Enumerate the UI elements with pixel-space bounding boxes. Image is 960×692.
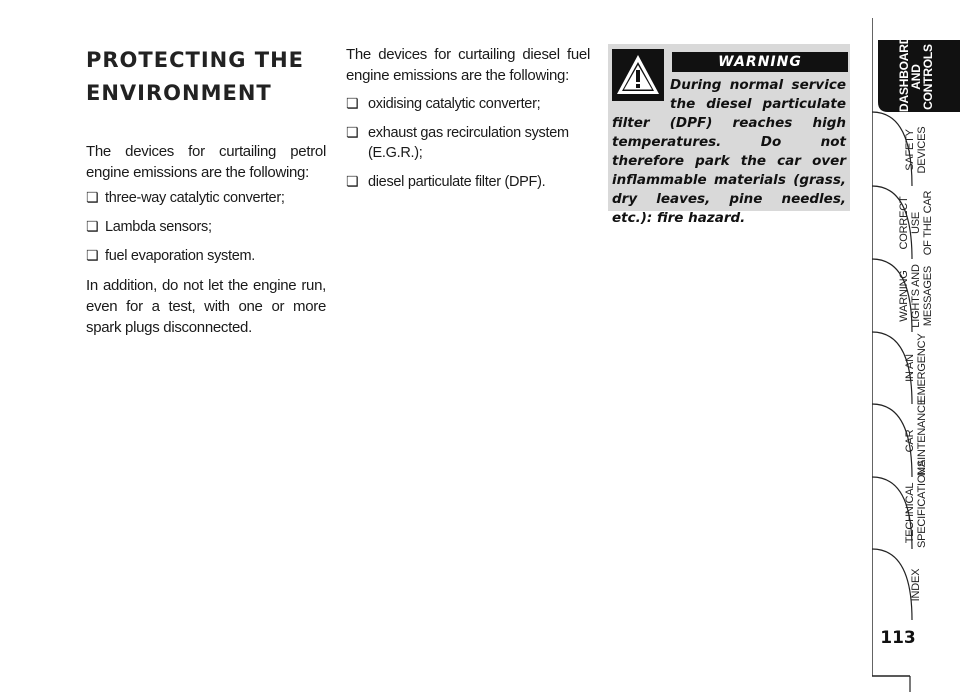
section-title bbox=[86, 44, 326, 110]
page-number: 113 bbox=[880, 628, 916, 648]
petrol-devices-list bbox=[86, 188, 326, 266]
tab-index[interactable]: INDEX bbox=[910, 568, 922, 601]
warning-label: WARNING bbox=[672, 52, 848, 72]
tab-safety-devices[interactable]: SAFETY DEVICES bbox=[904, 126, 928, 173]
tab-technical-specifications[interactable]: TECHNICAL SPECIFICATIONS bbox=[904, 459, 928, 548]
diesel-devices-list bbox=[346, 94, 590, 192]
tab-correct-use[interactable]: CORRECT USE OF THE CAR bbox=[898, 190, 934, 255]
tab-emergency[interactable]: IN AN EMERGENCY bbox=[904, 332, 928, 403]
section-title-line2: ENVIRONMENT bbox=[86, 81, 272, 105]
left-column bbox=[86, 44, 326, 338]
list-item: ❏ exhaust gas recirculation system (E.G.R.); bbox=[346, 123, 590, 163]
list-item: ❏ fuel evaporation system. bbox=[86, 246, 326, 266]
warning-text: During normal service the diesel particulate filter (DPF) reaches high temperatures. Do not therefore park the car over inflammable materials (grass, dry leaves, pine needles, etc.): fire hazard. bbox=[612, 77, 846, 226]
list-item: ❏ diesel particulate filter (DPF). bbox=[346, 172, 590, 192]
petrol-intro: The devices for curtailing petrol engine emissions are the following: bbox=[86, 143, 326, 181]
list-item: ❏ oxidising catalytic converter; bbox=[346, 94, 590, 114]
tab-car-maintenance[interactable]: CAR MAINTENANCE bbox=[904, 397, 928, 476]
list-item: ❏ Lambda sensors; bbox=[86, 217, 326, 237]
spark-plug-note: In addition, do not let the engine run, even for a test, with one or more spark plugs disconnected. bbox=[86, 277, 326, 336]
chapter-sidebar bbox=[872, 0, 960, 692]
tab-warning-lights[interactable]: WARNING LIGHTS AND MESSAGES bbox=[898, 263, 934, 328]
diesel-intro: The devices for curtailing diesel fuel engine emissions are the following: bbox=[346, 46, 590, 84]
list-item: ❏ three-way catalytic converter; bbox=[86, 188, 326, 208]
section-title-line1: PROTECTING THE bbox=[86, 48, 305, 72]
tab-dashboard-and-controls[interactable]: DASHBOARD AND CONTROLS bbox=[897, 35, 935, 112]
warning-box bbox=[608, 44, 850, 226]
middle-column bbox=[346, 44, 590, 201]
